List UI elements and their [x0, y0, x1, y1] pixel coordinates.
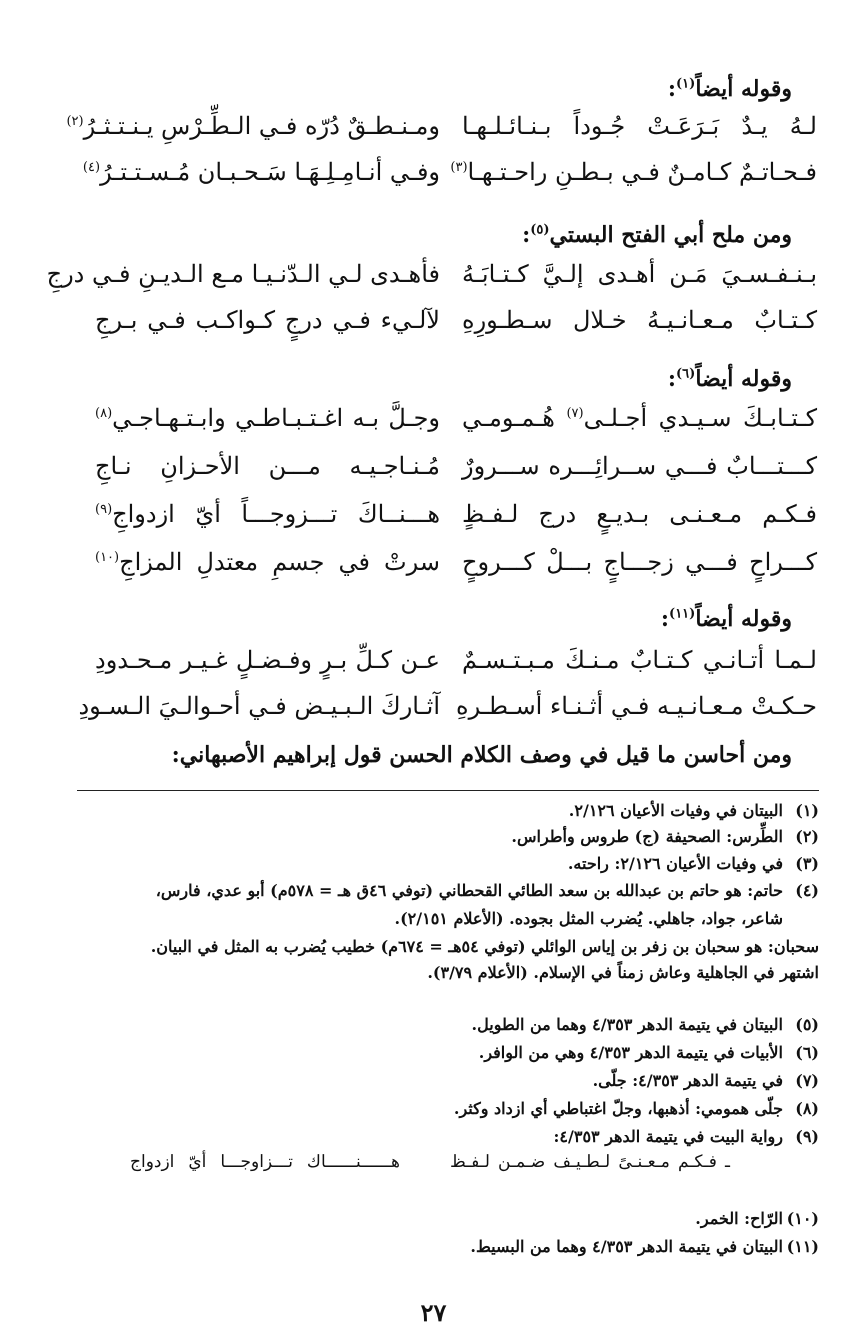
section-intro [661, 606, 792, 632]
footnote-ref: (٦) [676, 366, 696, 382]
verse-first-hemistich: كـــتـــابٌ فـــي ســرائِـــره ســـرورٌ [462, 452, 817, 480]
footnote [59, 1206, 819, 1232]
intro-colon: : [522, 222, 531, 248]
verse-first-hemistich: كـــراحٍ فـــي زجـــاجٍ بـــلْ كـــروحٍ [462, 548, 817, 576]
verse-line [95, 646, 817, 686]
verse-first-hemistich: بـنـفـسـيَ مَـن أهـدى إلـيَّ كـتـابَـهُ [462, 260, 817, 288]
intro-text: وقوله أيضاً [695, 606, 792, 632]
footnote [59, 851, 819, 877]
verse-second-hemistich: فأهـدى لـي الـدّنـيـا مـع الـديـنِ فـي درجِ [46, 260, 440, 288]
verse-second-hemistich: لآلـيء فـي درجٍ كـواكـب فـي بـرجِ [95, 306, 440, 334]
footnote-number: (٧) [795, 1071, 819, 1090]
verse-first-hemistich: كـتـابٌ مـعـانـيـهُ خـلال سـطـورِهِ [462, 306, 817, 334]
footnote-text: رواية البيت في يتيمة الدهر ٤/٣٥٣: [553, 1127, 783, 1146]
footnote-ref: (١) [676, 76, 696, 92]
verse-first-hemistich: حـكـتْ مـعـانـيـه فـي أثـنـاء أسـطـرهِ [456, 692, 817, 720]
verse-line [78, 692, 817, 732]
footnote-continuation: اشتهر في الجاهلية وعاش زمناً في الإسلام. (الأعلام ٣/٧٩). [427, 963, 819, 982]
footnote [59, 1040, 819, 1066]
intro-text: وقوله أيضاً [695, 366, 792, 392]
footnote-ref: (١١) [669, 606, 696, 622]
verse-second-hemistich: عـن كـلِّ بـرٍ وفـضـلٍ غـيـر مـحـدودِ [95, 646, 440, 674]
footnote-text: الطِّرس: الصحيفة (ج) طروس وأطراس. [511, 827, 783, 846]
verse-second-hemistich: وجـلَّ بـه اغـتـبـاطـي وابـتـهـاجـي$^{(٨)}$ [95, 404, 440, 432]
footnote-verse-second: هــــــنــــــاك تـــزاوجـــا أيّ ازدواج [130, 1152, 400, 1172]
footnote-number: (٢) [795, 827, 819, 846]
footnote-number: (٦) [795, 1043, 819, 1062]
footnote-text: جلّى همومي: أذهبها، وجلّ اغتباطي أي ازداد وكثر. [453, 1099, 783, 1118]
footnote-ref: (٨) [95, 406, 113, 421]
intro-text: ومن ملح أبي الفتح البستي [549, 222, 792, 248]
footnote-ref: (٧) [566, 406, 584, 421]
footnote-ref: (١٠) [95, 550, 120, 565]
verse-first-hemistich: فـكـم مـعـنـى بـديـعٍ درج لـفـظٍ [462, 500, 817, 528]
verse-line [95, 404, 817, 444]
footnote-number: (٤) [795, 881, 819, 900]
closing-line: ومن أحاسن ما قيل في وصف الكلام الحسن قول إبراهيم الأصبهاني: [171, 742, 792, 768]
verse-first-hemistich: كـتـابـكَ سـيـدي أجـلـى$^{(٧)}$ هُـمـومـي [462, 404, 817, 432]
footnote-number: (٩) [795, 1127, 819, 1146]
footnote-ref: (٩) [95, 502, 113, 517]
verse-line [95, 452, 817, 492]
footnote-text: في يتيمة الدهر ٤/٣٥٣: جلّى. [592, 1071, 783, 1090]
footnote-text: الرّاح: الخمر. [695, 1209, 783, 1228]
footnote-verse-first: ـ فـكـم مـعـنـىً لـطـيـف ضـمـن لـفـظ [450, 1152, 730, 1172]
footnote-divider [77, 790, 819, 791]
footnote [59, 1068, 819, 1094]
intro-text: وقوله أيضاً [695, 76, 792, 102]
section-intro [668, 76, 792, 102]
verse-line [66, 112, 817, 152]
footnote-text: الأبيات في يتيمة الدهر ٤/٣٥٣ وهي من الوافر. [478, 1043, 783, 1062]
footnote-text: حاتم: هو حاتم بن عبدالله بن سعد الطائي القحطاني (توفي ٤٦ق هـ = ٥٧٨م) أبو عدي، فارس، [155, 881, 783, 900]
footnote-continuation: سحبان: هو سحبان بن زفر بن إياس الوائلي (توفي ٥٤هـ = ٦٧٤م) خطيب يُضرب به المثل في البيان. [150, 937, 819, 956]
footnote [59, 1012, 819, 1038]
verse-first-hemistich: فـحـاتـمٌ كـامـنٌ فـي بـطـنِ راحـتـهـا$^{(٣)}$ [450, 158, 817, 186]
footnote [59, 1096, 819, 1122]
verse-line [46, 260, 817, 300]
footnote-continuation: شاعر، جواد، جاهلي. يُضرب المثل بجوده. (الأعلام ٢/١٥١). [394, 909, 783, 928]
footnote-text: البيتان في وفيات الأعيان ٢/١٢٦. [568, 801, 783, 820]
footnote-number: (١١) [786, 1237, 819, 1256]
footnote-number: (٨) [795, 1099, 819, 1118]
page-number: ٢٧ [420, 1298, 447, 1327]
verse-line [82, 158, 817, 198]
section-intro [522, 222, 792, 248]
verse-second-hemistich: آثـاركَ الـبـيـض فـي أحـوالـيَ الـسـودِ [78, 692, 440, 720]
intro-colon: : [667, 366, 677, 392]
footnote-number: (١) [795, 801, 819, 820]
verse-second-hemistich: وفـي أنـامِـلِـهَـا سَـحـبـان مُـسـتـتـرُ$^{(٤)}$ [82, 158, 440, 186]
verse-line [95, 548, 817, 588]
footnote-number: (٥) [795, 1015, 819, 1034]
intro-colon: : [667, 76, 677, 102]
verse-second-hemistich: ومـنـطـقٌ دُرّه فـي الـطِّـرْسِ يـنـتـثـرُ$^{(٢)}$ [66, 112, 440, 140]
footnote-text: في وفيات الأعيان ٢/١٢٦: راحته. [567, 854, 783, 873]
verse-second-hemistich: هـــنــاكَ تـــزوجـــاً أيّ ازدواجِ$^{(٩)}$ [95, 500, 440, 528]
verse-line [95, 306, 817, 346]
footnote [59, 878, 819, 904]
footnote-verse [130, 1152, 730, 1180]
footnote-number: (١٠) [786, 1209, 819, 1228]
footnote-ref: (٥) [530, 222, 550, 238]
footnote [59, 824, 819, 850]
footnote [59, 1234, 819, 1260]
footnote-number: (٣) [795, 854, 819, 873]
footnote-ref: (٣) [450, 160, 468, 175]
section-intro [668, 366, 792, 392]
verse-second-hemistich: سرتْ في جسمِ معتدلِ المزاجِ$^{(١٠)}$ [95, 548, 440, 576]
verse-first-hemistich: لـمـا أتـانـي كـتـابٌ مـنـكَ مـبـتـسـمٌ [462, 646, 817, 674]
footnote-text: البيتان في يتيمة الدهر ٤/٣٥٣ وهما من البسيط. [470, 1237, 783, 1256]
footnote [59, 798, 819, 824]
verse-second-hemistich: مُـنـاجـيـه مـــن الأحـزانِ نـاجِ [95, 452, 440, 480]
footnote [59, 1124, 819, 1150]
intro-colon: : [660, 606, 670, 632]
footnote-ref: (٢) [66, 114, 84, 129]
verse-line [95, 500, 817, 540]
verse-first-hemistich: لـهُ يـدٌ بَـرَعَـتْ جُـوداً بـنـائـلـهـا [462, 112, 817, 140]
footnote-ref: (٤) [82, 160, 101, 175]
footnote-text: البيتان في يتيمة الدهر ٤/٣٥٣ وهما من الطويل. [471, 1015, 783, 1034]
